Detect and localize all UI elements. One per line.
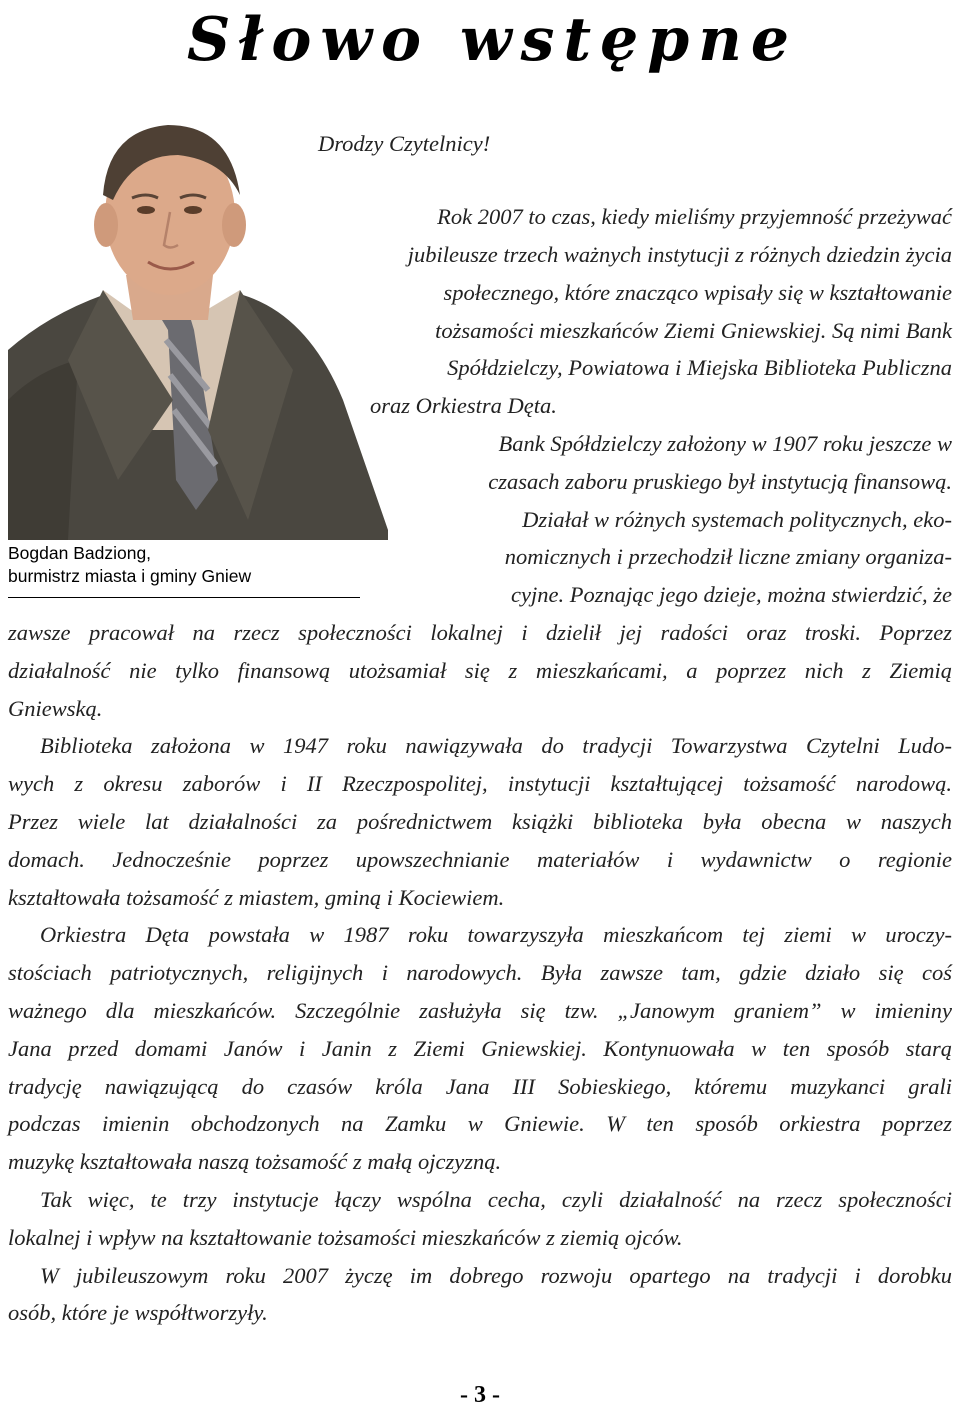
caption-role: burmistrz miasta i gminy Gniew (8, 566, 252, 586)
page-number: - 3 - (460, 1382, 500, 1408)
text-line: jubileusze trzech ważnych instytucji z różnych dziedzin życia (407, 242, 952, 267)
photo-caption (8, 542, 360, 598)
text-line: muzykę kształtowała naszą tożsamość z małą ojczyzną. (8, 1149, 502, 1174)
text-line: kształtowała tożsamość z miastem, gminą i Kociewiem. (8, 885, 505, 910)
text-line: Bank Spółdzielczy założony w 1907 roku jeszcze w (498, 431, 952, 456)
text-line: Spółdzielczy, Powiatowa i Miejska Biblioteka Publiczna (447, 355, 952, 380)
text-line: Gniewską. (8, 696, 103, 721)
text-line: Tak więc, te trzy instytucje łączy wspólna cecha, czyli działalność na rzecz społeczności (40, 1187, 952, 1212)
text-line: wych z okresu zaborów i II Rzeczpospolitej, instytucji kształtującej tożsamość narodową. (8, 771, 952, 796)
text-line: osób, które je współtworzyły. (8, 1300, 268, 1325)
text-line: Jana przed domami Janów i Janin z Ziemi Gniewskiej. Kontynuowała w ten sposób starą (8, 1036, 952, 1061)
text-line: Biblioteka założona w 1947 roku nawiązywała do tradycji Towarzystwa Czytelni Ludo- (40, 733, 952, 758)
text-line: cyjne. Poznając jego dzieje, można stwierdzić, że (511, 582, 952, 607)
text-line: zawsze pracował na rzecz społeczności lokalnej i dzielił jej radości oraz troski. Poprzez (8, 620, 952, 645)
text-line: społecznego, które znacząco wpisały się w kształtowanie (443, 280, 952, 305)
page-title: Słowo wstępne (186, 5, 799, 75)
text-line: lokalnej i wpływ na kształtowanie tożsamości mieszkańców z ziemią ojców. (8, 1225, 683, 1250)
text-line: Przez wiele lat działalności za pośrednictwem książki biblioteka była obecna w naszych (8, 809, 952, 834)
text-line: Działał w różnych systemach politycznych, eko- (522, 507, 952, 532)
caption-name: Bogdan Badziong, (8, 543, 152, 563)
text-line: nomicznych i przechodził liczne zmiany organiza- (504, 544, 952, 569)
text-line: ważnego dla mieszkańców. Szczególnie zasłużyła się tzw. „Janowym graniem” w imieniny (8, 998, 952, 1023)
text-line: oraz Orkiestra Dęta. (370, 393, 557, 418)
text-line: Rok 2007 to czas, kiedy mieliśmy przyjemność przeżywać (437, 204, 952, 229)
text-line: domach. Jednocześnie poprzez upowszechnianie materiałów i wydawnictw o regionie (8, 847, 952, 872)
portrait-photo (8, 100, 388, 540)
text-line: tożsamości mieszkańców Ziemi Gniewskiej. Są nimi Bank (435, 318, 952, 343)
salutation: Drodzy Czytelnicy! (318, 131, 491, 156)
text-line: W jubileuszowym roku 2007 życzę im dobrego rozwoju opartego na tradycji i dorobku (40, 1263, 952, 1288)
text-line: podczas imienin obchodzonych na Zamku w Gniewie. W ten sposób orkiestra poprzez (8, 1111, 952, 1136)
text-line: czasach zaboru pruskiego był instytucją finansową. (488, 469, 952, 494)
text-line: działalność nie tylko finansową utożsamiał się z mieszkańcami, a poprzez nich z Ziemią (8, 658, 952, 683)
text-line: stościach patriotycznych, religijnych i narodowych. Była zawsze tam, gdzie działo się coś (8, 960, 952, 985)
text-line: Orkiestra Dęta powstała w 1987 roku towarzyszyła mieszkańcom tej ziemi w uroczy- (40, 922, 952, 947)
text-line: tradycję nawiązującą do czasów króla Jana III Sobieskiego, któremu muzykanci grali (8, 1074, 952, 1099)
